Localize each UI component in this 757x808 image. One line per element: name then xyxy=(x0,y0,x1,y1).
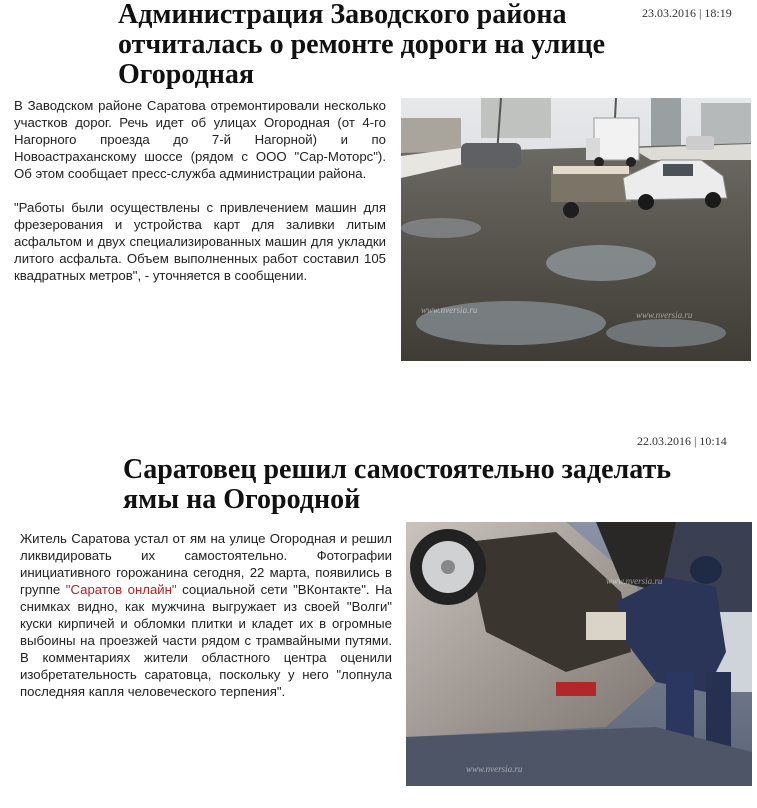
article-1-paragraph: "Работы были осуществлены с привлечением машин для фрезерования и устройства карт для заливки литым асфальтом и двух специализированных машин для укладки литого асфальта. Объем выполненных работ составил 105 квадратных метров", - уточняется в сообщении. xyxy=(14,200,386,283)
article-2-text-end: социальной сети "ВКонтакте". На снимках видно, как мужчина выгружает из своей "Волги" куски кирпичей и обломки плитки и кладет их в огромные выбоины на проезжей части рядом с трамвайными путями. В комментариях жители областного центра оценили изобретательность саратовца, поскольку у него "лопнула последняя капля человеческого терпения". xyxy=(20,582,392,699)
article-2-body xyxy=(20,530,392,700)
article-2-text-start: Житель Саратова устал от ям на улице Огородная и решил ликвидировать их самостоятельно. Фотографии инициативного горожанина сегодня, 22 марта, появились в группе xyxy=(20,531,392,597)
article-1-title[interactable]: Администрация Заводского района отчиталась о ремонте дороги на улице Огородная xyxy=(118,0,606,90)
road-repair-photo-icon xyxy=(401,98,751,361)
article-2-date: 22.03.2016 | 10:14 xyxy=(637,434,727,448)
svg-text:www.nversia.ru: www.nversia.ru xyxy=(421,305,478,315)
article-1-date: 23.03.2016 | 18:19 xyxy=(642,6,732,20)
svg-text:www.nversia.ru: www.nversia.ru xyxy=(606,576,663,586)
car-trunk-photo-icon xyxy=(406,522,752,786)
article-1-photo[interactable] xyxy=(401,98,751,361)
saratov-online-link[interactable]: "Саратов онлайн" xyxy=(65,582,177,597)
article-1-paragraph: В Заводском районе Саратова отремонтировали несколько участков дорог. Речь идет об улицах Огородная (от 4-го Нагорного проезда до 7-й Нагорной) и по Новоастраханскому шоссе (рядом с ООО "Сар-Моторс"). Об этом сообщает пресс-служба администрации района. xyxy=(14,98,386,181)
article-2-title[interactable]: Саратовец решил самостоятельно заделать ямы на Огородной xyxy=(123,454,672,515)
article-1-body xyxy=(14,97,386,284)
article-2-paragraph xyxy=(20,530,392,700)
svg-text:www.nversia.ru: www.nversia.ru xyxy=(466,764,523,774)
article-2-photo[interactable] xyxy=(406,522,752,786)
svg-text:www.nversia.ru: www.nversia.ru xyxy=(636,310,693,320)
